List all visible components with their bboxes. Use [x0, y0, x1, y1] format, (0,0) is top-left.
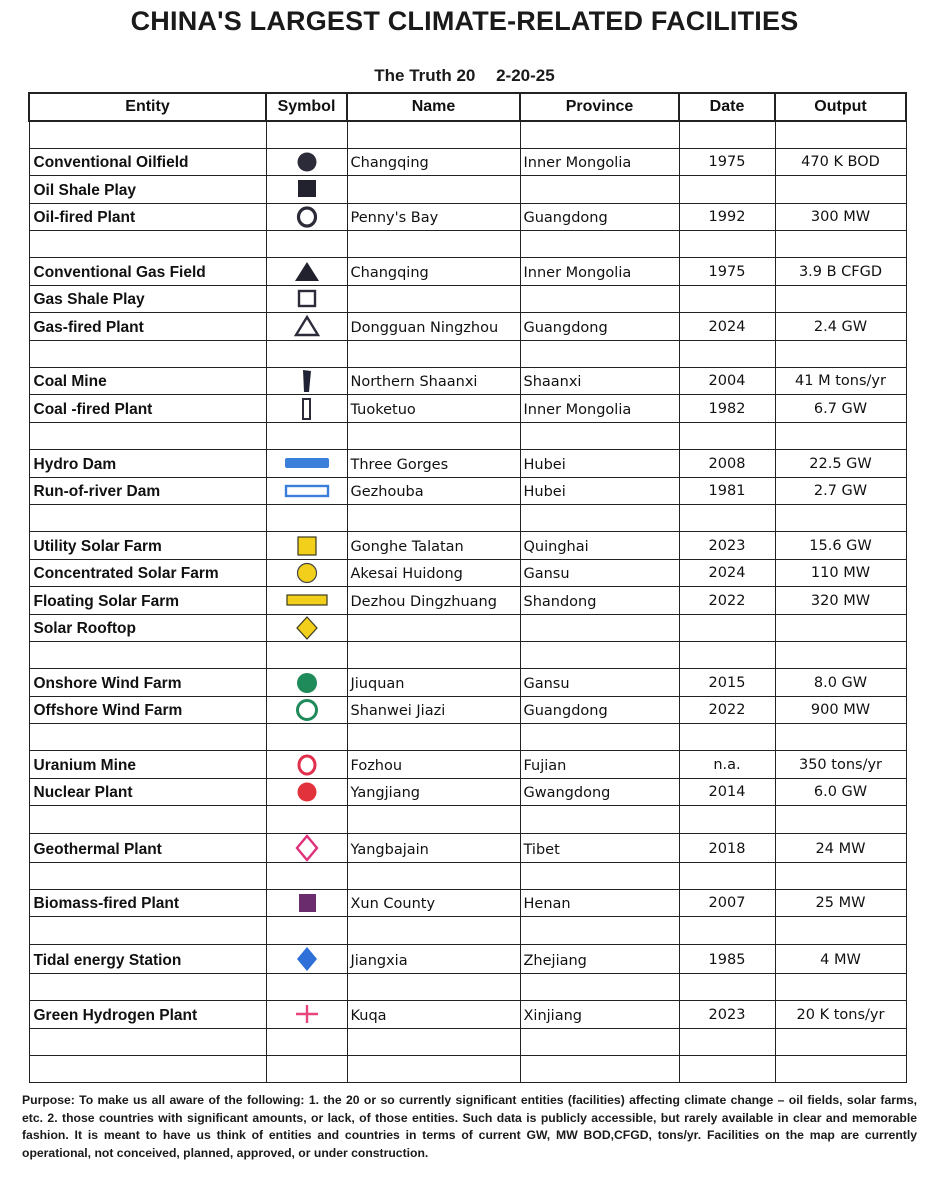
table-row: [29, 285, 906, 312]
blank-cell: [266, 504, 347, 531]
blank-cell: [679, 917, 775, 944]
blank-cell: [679, 806, 775, 833]
table-row-blank: [29, 1028, 906, 1055]
blank-cell: [266, 121, 347, 148]
entity-cell: Geothermal Plant: [29, 833, 266, 862]
table-row: [29, 176, 906, 203]
name-cell: Tuoketuo: [347, 395, 520, 422]
blank-cell: [679, 121, 775, 148]
table-row-blank: [29, 340, 906, 367]
blank-cell: [775, 641, 906, 668]
date-cell: 1975: [679, 258, 775, 285]
subtitle-series: The Truth 20: [374, 66, 476, 85]
table-row: [29, 532, 906, 559]
output-cell: 15.6 GW: [775, 532, 906, 559]
blank-cell: [520, 806, 679, 833]
name-cell: Fozhou: [347, 751, 520, 778]
blank-cell: [29, 231, 266, 258]
entity-cell: Nuclear Plant: [29, 778, 266, 805]
blank-cell: [679, 641, 775, 668]
blank-cell: [520, 231, 679, 258]
green-filled-circle-icon: [267, 669, 347, 695]
blank-cell: [29, 973, 266, 1000]
symbol-cell: [266, 176, 347, 203]
yellow-square-icon: [267, 532, 347, 558]
filled-bar-icon: [267, 368, 347, 394]
table-row-blank: [29, 504, 906, 531]
table-row-blank: [29, 917, 906, 944]
entity-cell: Oil-fired Plant: [29, 203, 266, 230]
entity-cell: Solar Rooftop: [29, 614, 266, 641]
page-subtitle: [0, 66, 929, 86]
table-row-blank: [29, 121, 906, 148]
blank-cell: [679, 504, 775, 531]
blank-cell: [266, 1056, 347, 1083]
table-row-blank: [29, 422, 906, 449]
table-row: [29, 587, 906, 614]
filled-circle-icon: [267, 149, 347, 175]
symbol-cell: [266, 203, 347, 230]
table-row: [29, 368, 906, 395]
output-cell: 41 M tons/yr: [775, 368, 906, 395]
blank-cell: [29, 641, 266, 668]
name-cell: Shanwei Jiazi: [347, 696, 520, 723]
province-cell: Henan: [520, 890, 679, 917]
output-cell: [775, 285, 906, 312]
output-cell: 320 MW: [775, 587, 906, 614]
table-row-blank: [29, 231, 906, 258]
blank-cell: [347, 1028, 520, 1055]
output-cell: 300 MW: [775, 203, 906, 230]
entity-cell: Offshore Wind Farm: [29, 696, 266, 723]
table-row: [29, 395, 906, 422]
date-cell: 1981: [679, 477, 775, 504]
blank-cell: [520, 422, 679, 449]
date-cell: 2014: [679, 778, 775, 805]
blank-cell: [347, 121, 520, 148]
blank-cell: [29, 862, 266, 889]
blank-cell: [29, 121, 266, 148]
province-cell: [520, 285, 679, 312]
blank-cell: [775, 806, 906, 833]
symbol-cell: [266, 532, 347, 559]
table-row-blank: [29, 973, 906, 1000]
blank-cell: [775, 973, 906, 1000]
blank-cell: [679, 724, 775, 751]
blank-cell: [29, 1056, 266, 1083]
entity-cell: Gas-fired Plant: [29, 313, 266, 340]
blank-cell: [679, 862, 775, 889]
province-cell: Gansu: [520, 669, 679, 696]
name-cell: Xun County: [347, 890, 520, 917]
province-cell: Shaanxi: [520, 368, 679, 395]
open-square-icon: [267, 286, 347, 312]
output-cell: 22.5 GW: [775, 450, 906, 477]
date-cell: [679, 285, 775, 312]
purple-square-icon: [267, 890, 347, 916]
province-cell: Quinghai: [520, 532, 679, 559]
header-date: Date: [679, 93, 775, 121]
name-cell: [347, 285, 520, 312]
blank-cell: [520, 917, 679, 944]
table-row: [29, 313, 906, 340]
symbol-cell: [266, 477, 347, 504]
table-body: [29, 121, 906, 1083]
output-cell: 2.7 GW: [775, 477, 906, 504]
output-cell: 470 K BOD: [775, 148, 906, 175]
symbol-cell: [266, 559, 347, 586]
name-cell: Penny's Bay: [347, 203, 520, 230]
table-row: [29, 696, 906, 723]
output-cell: 25 MW: [775, 890, 906, 917]
entity-cell: Gas Shale Play: [29, 285, 266, 312]
symbol-cell: [266, 313, 347, 340]
date-cell: 2022: [679, 587, 775, 614]
blank-cell: [347, 641, 520, 668]
province-cell: Hubei: [520, 450, 679, 477]
province-cell: [520, 176, 679, 203]
entity-cell: Conventional Gas Field: [29, 258, 266, 285]
entity-cell: Run-of-river Dam: [29, 477, 266, 504]
name-cell: Changqing: [347, 258, 520, 285]
table-row: [29, 450, 906, 477]
output-cell: 6.0 GW: [775, 778, 906, 805]
province-cell: Inner Mongolia: [520, 148, 679, 175]
blank-cell: [347, 231, 520, 258]
blank-cell: [29, 1028, 266, 1055]
output-cell: 24 MW: [775, 833, 906, 862]
name-cell: [347, 614, 520, 641]
table-row-blank: [29, 724, 906, 751]
table-row: [29, 203, 906, 230]
province-cell: Hubei: [520, 477, 679, 504]
date-cell: 2004: [679, 368, 775, 395]
purpose-statement: Purpose: To make us all aware of the following: 1. the 20 or so currently significant entities (facilities) affecting climate change – oil fields, solar farms, etc. 2. those countries with significant amounts, or lack, of those entities. Such data is publicly accessible, but rarely available in clear and memorable fashion. It is meant to have us think of entities and countries in terms of current GW, MW BOD,CFGD, tons/yr. Facilities on the map are currently operational, not conceived, planned, approved, or under construction.: [22, 1093, 917, 1160]
blank-cell: [520, 862, 679, 889]
date-cell: 2008: [679, 450, 775, 477]
entity-cell: Floating Solar Farm: [29, 587, 266, 614]
blank-cell: [775, 422, 906, 449]
blank-cell: [679, 340, 775, 367]
blank-cell: [775, 504, 906, 531]
name-cell: Northern Shaanxi: [347, 368, 520, 395]
blank-cell: [520, 724, 679, 751]
blank-cell: [347, 504, 520, 531]
name-cell: Yangbajain: [347, 833, 520, 862]
date-cell: 2007: [679, 890, 775, 917]
symbol-cell: [266, 285, 347, 312]
name-cell: Jiuquan: [347, 669, 520, 696]
yellow-circle-icon: [267, 560, 347, 586]
header-province: Province: [520, 93, 679, 121]
blank-cell: [266, 231, 347, 258]
blank-cell: [347, 806, 520, 833]
output-cell: 3.9 B CFGD: [775, 258, 906, 285]
province-cell: Inner Mongolia: [520, 395, 679, 422]
symbol-cell: [266, 696, 347, 723]
date-cell: 2018: [679, 833, 775, 862]
province-cell: Xinjiang: [520, 1001, 679, 1028]
red-filled-circle-icon: [267, 779, 347, 805]
name-cell: Jiangxia: [347, 944, 520, 973]
name-cell: Yangjiang: [347, 778, 520, 805]
header-output: Output: [775, 93, 906, 121]
symbol-cell: [266, 669, 347, 696]
province-cell: Gansu: [520, 559, 679, 586]
table-row: [29, 148, 906, 175]
pink-open-diamond-icon: [267, 834, 347, 862]
output-cell: 2.4 GW: [775, 313, 906, 340]
entity-cell: Oil Shale Play: [29, 176, 266, 203]
table-row: [29, 614, 906, 641]
symbol-cell: [266, 148, 347, 175]
blank-cell: [679, 422, 775, 449]
province-cell: Inner Mongolia: [520, 258, 679, 285]
table-row-blank: [29, 806, 906, 833]
blank-cell: [775, 231, 906, 258]
output-cell: [775, 614, 906, 641]
province-cell: [520, 614, 679, 641]
symbol-cell: [266, 833, 347, 862]
blank-cell: [775, 1056, 906, 1083]
output-cell: 110 MW: [775, 559, 906, 586]
symbol-cell: [266, 890, 347, 917]
header-entity: Entity: [29, 93, 266, 121]
entity-cell: Coal -fired Plant: [29, 395, 266, 422]
province-cell: Fujian: [520, 751, 679, 778]
filled-blue-rect-icon: [267, 450, 347, 476]
table-row: [29, 833, 906, 862]
date-cell: 1982: [679, 395, 775, 422]
table-row: [29, 258, 906, 285]
table-row-blank: [29, 641, 906, 668]
header-symbol: Symbol: [266, 93, 347, 121]
blank-cell: [29, 806, 266, 833]
date-cell: 2022: [679, 696, 775, 723]
blank-cell: [347, 862, 520, 889]
blank-cell: [347, 724, 520, 751]
blank-cell: [679, 973, 775, 1000]
date-cell: 2023: [679, 532, 775, 559]
open-circle-icon: [267, 204, 347, 230]
date-cell: 2024: [679, 559, 775, 586]
page-title: CHINA'S LARGEST CLIMATE-RELATED FACILITIES: [130, 6, 799, 36]
blank-cell: [266, 340, 347, 367]
open-bar-icon: [267, 395, 347, 421]
entity-cell: Utility Solar Farm: [29, 532, 266, 559]
province-cell: Shandong: [520, 587, 679, 614]
date-cell: 1975: [679, 148, 775, 175]
blank-cell: [520, 973, 679, 1000]
symbol-cell: [266, 751, 347, 778]
yellow-diamond-icon: [267, 615, 347, 641]
header-name: Name: [347, 93, 520, 121]
blank-cell: [266, 422, 347, 449]
date-cell: 2015: [679, 669, 775, 696]
entity-cell: Coal Mine: [29, 368, 266, 395]
blank-cell: [679, 1056, 775, 1083]
name-cell: Changqing: [347, 148, 520, 175]
province-cell: Guangdong: [520, 313, 679, 340]
output-cell: 4 MW: [775, 944, 906, 973]
blank-cell: [266, 862, 347, 889]
facilities-table: [28, 92, 907, 1083]
table-header-row: [29, 93, 906, 121]
entity-cell: Conventional Oilfield: [29, 148, 266, 175]
table-row: [29, 944, 906, 973]
blank-cell: [347, 917, 520, 944]
blank-cell: [347, 1056, 520, 1083]
blank-cell: [520, 1028, 679, 1055]
subtitle-date: 2-20-25: [496, 66, 555, 85]
entity-cell: Green Hydrogen Plant: [29, 1001, 266, 1028]
output-cell: 6.7 GW: [775, 395, 906, 422]
table-row: [29, 559, 906, 586]
entity-cell: Onshore Wind Farm: [29, 669, 266, 696]
date-cell: 2024: [679, 313, 775, 340]
output-cell: 350 tons/yr: [775, 751, 906, 778]
date-cell: [679, 176, 775, 203]
blank-cell: [775, 917, 906, 944]
date-cell: 1985: [679, 944, 775, 973]
symbol-cell: [266, 368, 347, 395]
date-cell: n.a.: [679, 751, 775, 778]
symbol-cell: [266, 614, 347, 641]
date-cell: [679, 614, 775, 641]
blank-cell: [266, 641, 347, 668]
pink-cross-icon: [267, 1001, 347, 1027]
blank-cell: [266, 973, 347, 1000]
province-cell: Guangdong: [520, 696, 679, 723]
blue-diamond-icon: [267, 945, 347, 973]
entity-cell: Tidal energy Station: [29, 944, 266, 973]
blank-cell: [29, 422, 266, 449]
symbol-cell: [266, 258, 347, 285]
name-cell: Gezhouba: [347, 477, 520, 504]
blank-cell: [775, 724, 906, 751]
blank-cell: [347, 973, 520, 1000]
name-cell: Kuqa: [347, 1001, 520, 1028]
open-triangle-icon: [267, 313, 347, 339]
entity-cell: Biomass-fired Plant: [29, 890, 266, 917]
table-row: [29, 778, 906, 805]
symbol-cell: [266, 1001, 347, 1028]
table-row-blank: [29, 862, 906, 889]
blank-cell: [520, 641, 679, 668]
blank-cell: [520, 121, 679, 148]
blank-cell: [29, 504, 266, 531]
symbol-cell: [266, 587, 347, 614]
province-cell: Guangdong: [520, 203, 679, 230]
blank-cell: [775, 340, 906, 367]
blank-cell: [266, 917, 347, 944]
table-row: [29, 890, 906, 917]
name-cell: [347, 176, 520, 203]
output-cell: [775, 176, 906, 203]
blank-cell: [520, 504, 679, 531]
name-cell: Dezhou Dingzhuang: [347, 587, 520, 614]
output-cell: 8.0 GW: [775, 669, 906, 696]
date-cell: 2023: [679, 1001, 775, 1028]
green-open-circle-icon: [267, 697, 347, 723]
blank-cell: [520, 340, 679, 367]
symbol-cell: [266, 395, 347, 422]
table-row: [29, 751, 906, 778]
blank-cell: [29, 340, 266, 367]
date-cell: 1992: [679, 203, 775, 230]
province-cell: Zhejiang: [520, 944, 679, 973]
output-cell: 900 MW: [775, 696, 906, 723]
open-blue-rect-icon: [267, 478, 347, 504]
province-cell: Tibet: [520, 833, 679, 862]
entity-cell: Concentrated Solar Farm: [29, 559, 266, 586]
blank-cell: [679, 231, 775, 258]
province-cell: Gwangdong: [520, 778, 679, 805]
entity-cell: Hydro Dam: [29, 450, 266, 477]
symbol-cell: [266, 778, 347, 805]
blank-cell: [775, 121, 906, 148]
name-cell: Gonghe Talatan: [347, 532, 520, 559]
table-row: [29, 477, 906, 504]
name-cell: Dongguan Ningzhou: [347, 313, 520, 340]
name-cell: Akesai Huidong: [347, 559, 520, 586]
blank-cell: [347, 422, 520, 449]
blank-cell: [775, 1028, 906, 1055]
red-open-circle-icon: [267, 751, 347, 777]
blank-cell: [266, 806, 347, 833]
table-row: [29, 1001, 906, 1028]
table-row: [29, 669, 906, 696]
symbol-cell: [266, 944, 347, 973]
blank-cell: [679, 1028, 775, 1055]
table-row-blank: [29, 1056, 906, 1083]
blank-cell: [520, 1056, 679, 1083]
blank-cell: [266, 724, 347, 751]
yellow-rect-icon: [267, 587, 347, 613]
name-cell: Three Gorges: [347, 450, 520, 477]
symbol-cell: [266, 450, 347, 477]
blank-cell: [266, 1028, 347, 1055]
output-cell: 20 K tons/yr: [775, 1001, 906, 1028]
entity-cell: Uranium Mine: [29, 751, 266, 778]
blank-cell: [775, 862, 906, 889]
blank-cell: [29, 917, 266, 944]
blank-cell: [347, 340, 520, 367]
blank-cell: [29, 724, 266, 751]
filled-triangle-icon: [267, 258, 347, 284]
filled-square-icon: [267, 176, 347, 202]
